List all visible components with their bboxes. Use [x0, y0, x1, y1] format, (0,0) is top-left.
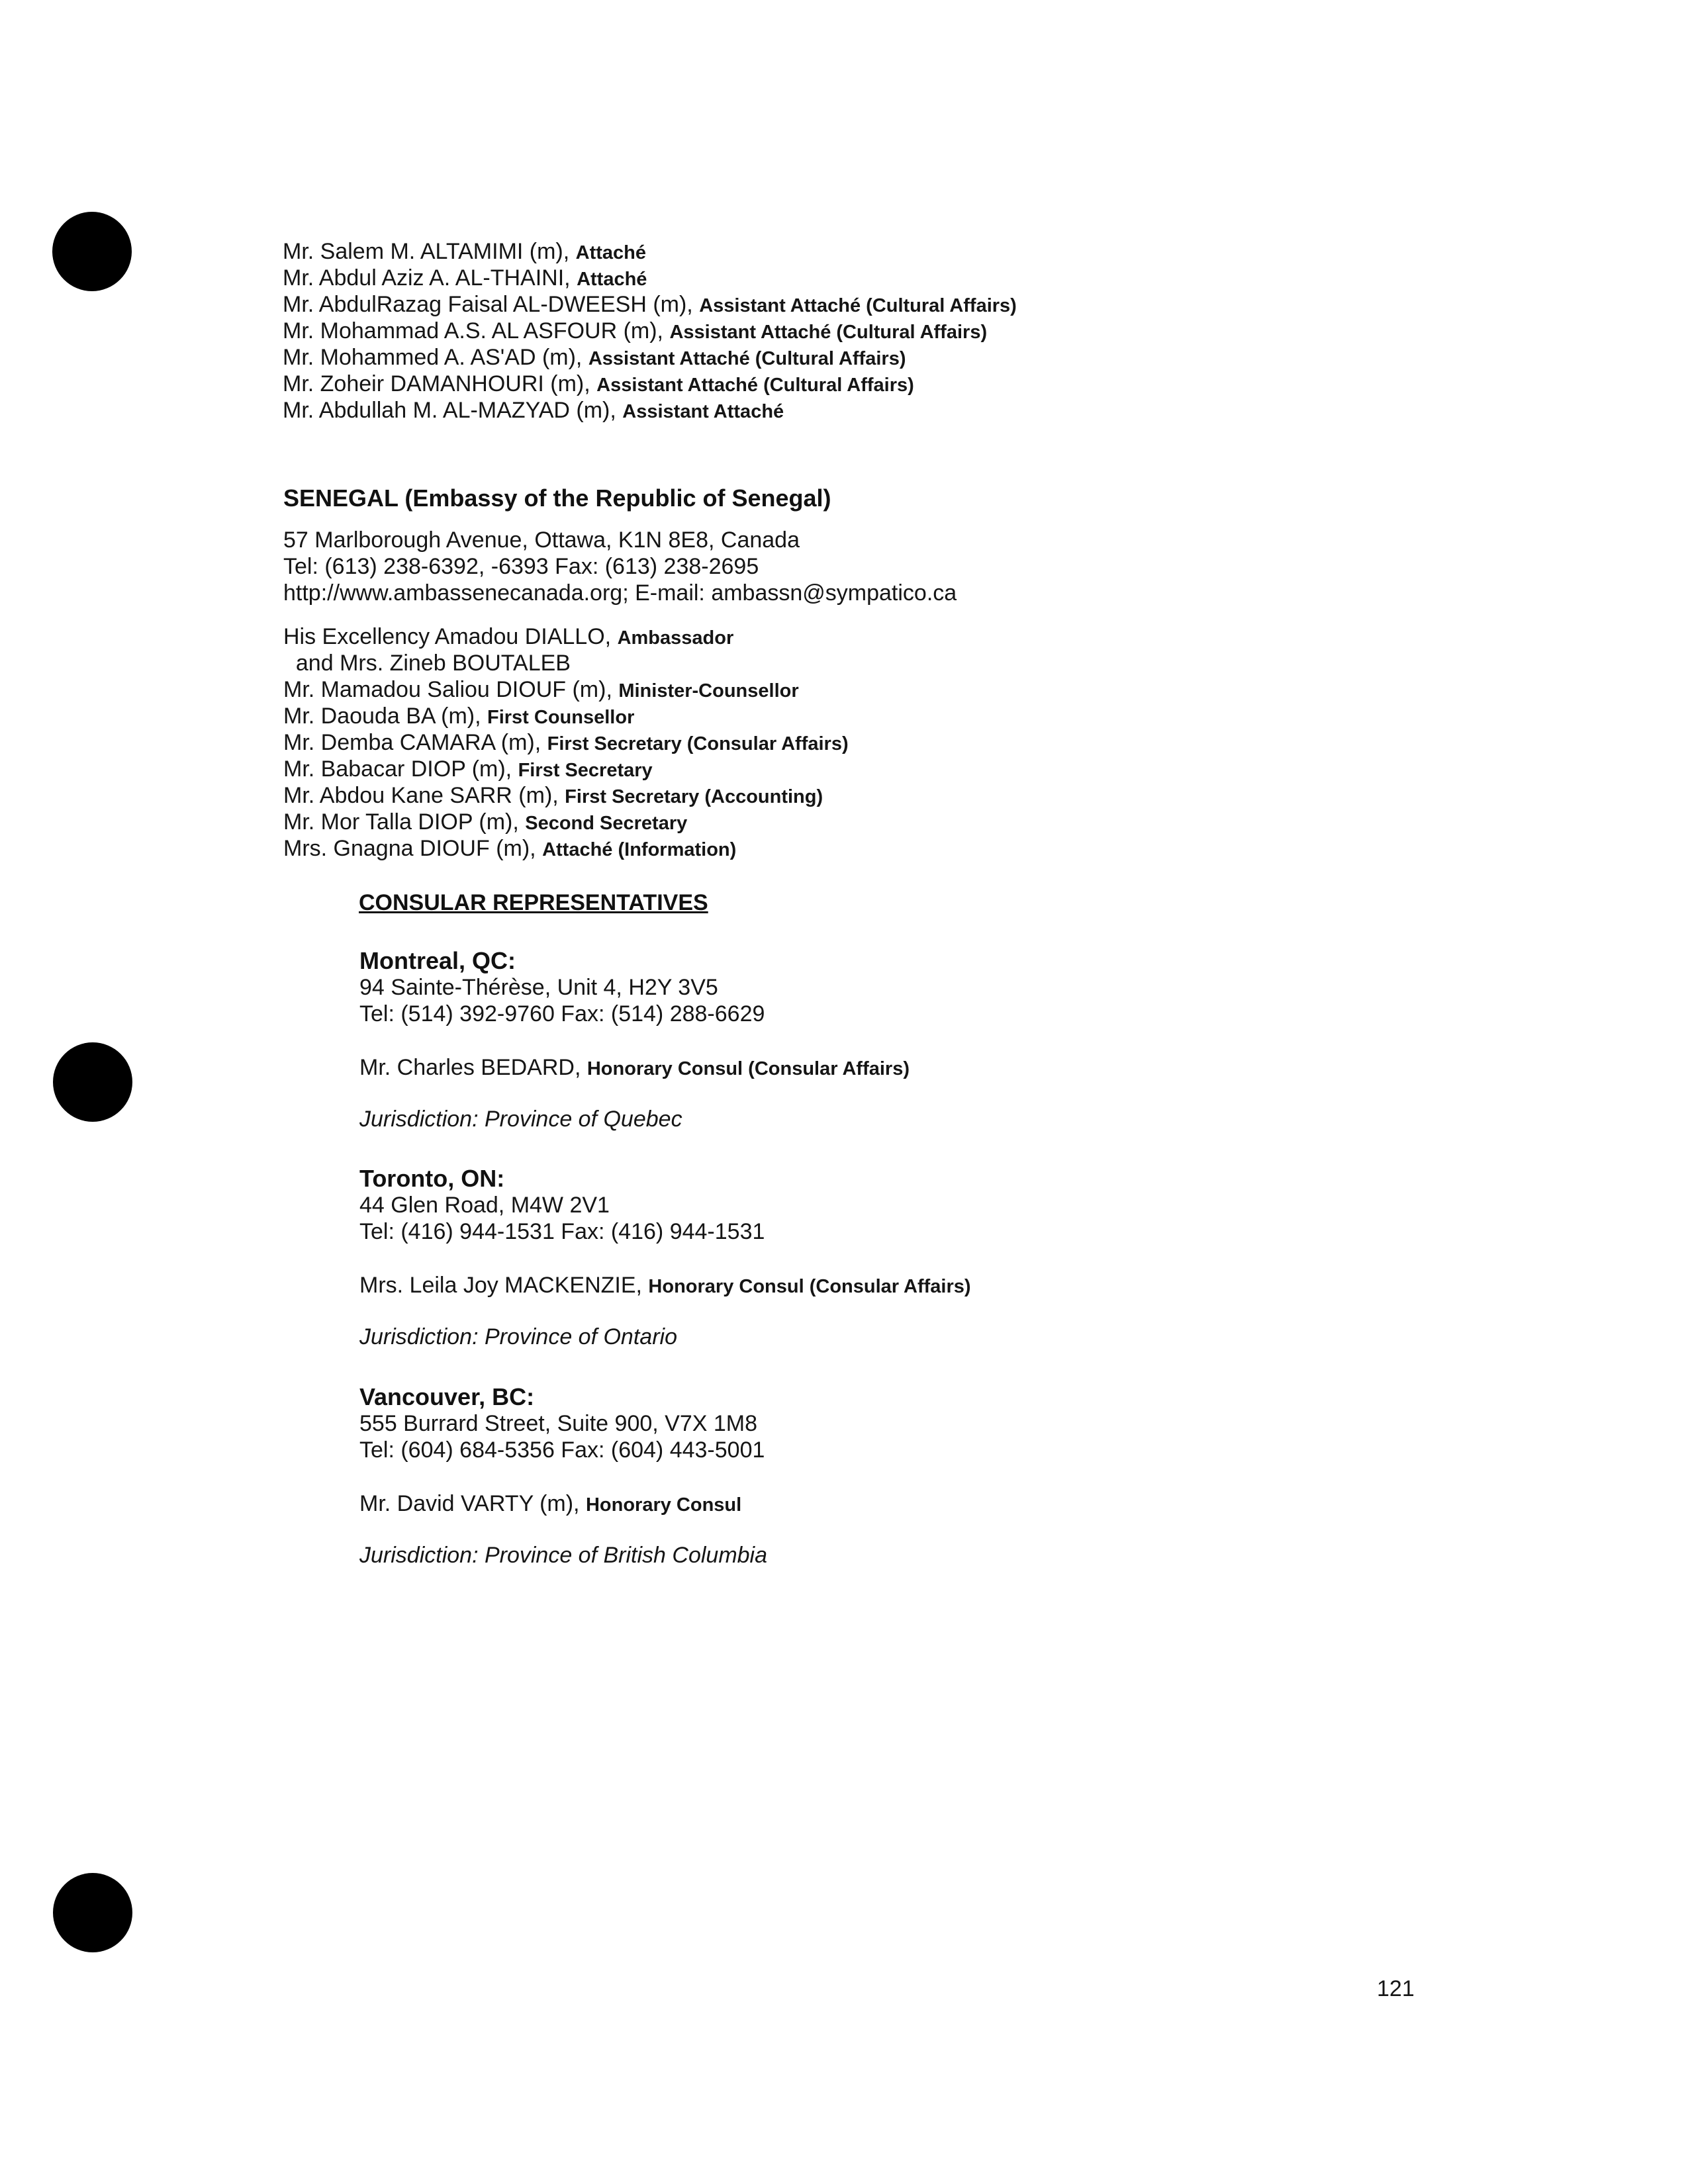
staff-title: First Secretary (Accounting) — [565, 786, 823, 807]
staff-name: and Mrs. Zineb BOUTALEB — [283, 651, 571, 676]
office-phone: Tel: (416) 944-1531 Fax: (416) 944-1531 — [359, 1219, 765, 1244]
staff-name: His Excellency Amadou DIALLO, — [283, 624, 618, 649]
staff-entry — [283, 756, 653, 784]
binder-hole-top — [52, 212, 132, 291]
office-address: 44 Glen Road, M4W 2V1 — [359, 1193, 610, 1218]
office-city: Montreal, QC: — [359, 947, 516, 974]
staff-name: Mr. Salem M. ALTAMIMI (m), — [283, 239, 576, 264]
office-contact — [359, 1272, 971, 1300]
staff-title: Second Secretary — [525, 813, 688, 834]
office-phone: Tel: (604) 684-5356 Fax: (604) 443-5001 — [359, 1437, 765, 1463]
staff-name: Mr. Daouda BA (m), — [283, 704, 487, 729]
staff-name: Mr. Zoheir DAMANHOURI (m), — [283, 371, 597, 396]
staff-entry — [283, 318, 987, 345]
staff-title: First Counsellor — [487, 707, 635, 728]
staff-title: Assistant Attaché (Cultural Affairs) — [669, 322, 988, 343]
staff-name: Mr. Mor Talla DIOP (m), — [283, 809, 526, 835]
staff-title: Attaché — [577, 269, 647, 290]
staff-title: First Secretary (Consular Affairs) — [547, 733, 849, 754]
staff-entry — [283, 650, 571, 678]
staff-title: First Secretary — [518, 760, 653, 781]
office-jurisdiction: Jurisdiction: Province of Ontario — [359, 1324, 677, 1349]
staff-title: Attaché — [575, 242, 647, 263]
staff-title: Assistant Attaché (Cultural Affairs) — [596, 375, 914, 396]
staff-name: Mr. Abdou Kane SARR (m), — [283, 783, 565, 808]
staff-entry — [283, 397, 784, 425]
office-jurisdiction: Jurisdiction: Province of British Columbia — [359, 1543, 768, 1568]
senegal-heading: SENEGAL (Embassy of the Republic of Senegal) — [283, 484, 831, 512]
staff-entry — [283, 835, 736, 863]
office-person: Mrs. Leila Joy MACKENZIE, — [359, 1273, 649, 1298]
staff-name: Mr. Mohammed A. AS'AD (m), — [283, 345, 588, 370]
staff-name: Mr. Abdullah M. AL-MAZYAD (m), — [283, 398, 623, 423]
binder-hole-bottom — [53, 1873, 132, 1952]
office-person-title: Honorary Consul (Consular Affairs) — [648, 1276, 971, 1297]
office-city: Toronto, ON: — [359, 1165, 505, 1192]
staff-name: Mr. Babacar DIOP (m), — [283, 756, 518, 782]
office-phone: Tel: (514) 392-9760 Fax: (514) 288-6629 — [359, 1001, 765, 1026]
binder-hole-middle — [53, 1042, 132, 1122]
staff-entry — [283, 623, 733, 651]
staff-title: Assistant Attaché (Cultural Affairs) — [588, 348, 906, 369]
staff-entry — [283, 703, 634, 731]
staff-name: Mr. Abdul Aziz A. AL-THAINI, — [283, 265, 577, 291]
office-person: Mr. Charles BEDARD, — [359, 1055, 587, 1080]
staff-entry — [283, 371, 914, 398]
staff-title: Minister-Counsellor — [618, 680, 799, 702]
staff-title: Assistant Attaché (Cultural Affairs) — [699, 295, 1017, 316]
staff-name: Mr. Mamadou Saliou DIOUF (m), — [283, 677, 619, 702]
office-address: 555 Burrard Street, Suite 900, V7X 1M8 — [359, 1411, 758, 1436]
staff-entry — [283, 782, 823, 810]
staff-entry — [283, 265, 647, 293]
staff-entry — [283, 676, 799, 704]
staff-title: Ambassador — [617, 627, 734, 649]
staff-name: Mr. AbdulRazag Faisal AL-DWEESH (m), — [283, 292, 700, 317]
staff-title: Assistant Attaché — [622, 401, 784, 422]
staff-name: Mr. Demba CAMARA (m), — [283, 730, 547, 755]
senegal-web: http://www.ambassenecanada.org; E-mail: ambassn@sympatico.ca — [283, 580, 957, 606]
office-address: 94 Sainte-Thérèse, Unit 4, H2Y 3V5 — [359, 975, 718, 1000]
staff-entry — [283, 291, 1017, 319]
office-contact — [359, 1490, 741, 1518]
office-jurisdiction: Jurisdiction: Province of Quebec — [359, 1107, 682, 1132]
staff-name: Mr. Mohammad A.S. AL ASFOUR (m), — [283, 318, 670, 343]
office-city: Vancouver, BC: — [359, 1383, 535, 1410]
office-contact — [359, 1054, 910, 1082]
staff-entry — [283, 238, 646, 266]
senegal-phone: Tel: (613) 238-6392, -6393 Fax: (613) 238-2695 — [283, 554, 759, 579]
office-person-title: Honorary Consul (Consular Affairs) — [586, 1058, 910, 1079]
staff-name: Mrs. Gnagna DIOUF (m), — [283, 836, 543, 861]
senegal-address: 57 Marlborough Avenue, Ottawa, K1N 8E8, Canada — [283, 527, 800, 553]
office-person: Mr. David VARTY (m), — [359, 1491, 586, 1516]
staff-entry — [283, 729, 849, 757]
staff-title: Attaché (Information) — [542, 839, 737, 860]
staff-entry — [283, 344, 906, 372]
staff-entry — [283, 809, 687, 837]
page-number: 121 — [1377, 1976, 1415, 2001]
consular-heading: CONSULAR REPRESENTATIVES — [359, 890, 708, 915]
office-person-title: Honorary Consul — [585, 1494, 742, 1516]
